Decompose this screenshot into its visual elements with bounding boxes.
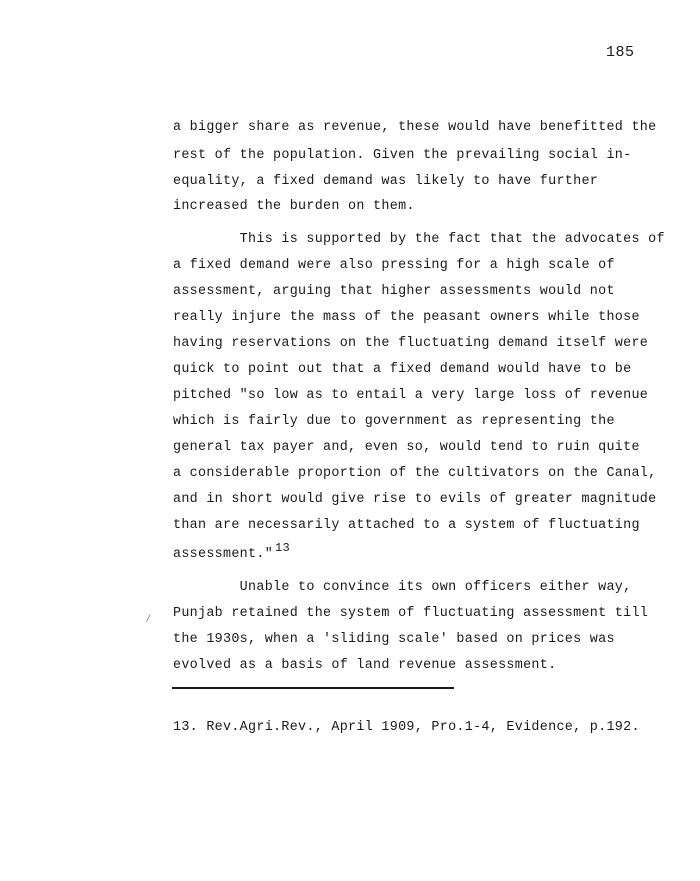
footnote: 13. Rev.Agri.Rev., April 1909, Pro.1-4, Evidence, p.192. (173, 720, 640, 735)
text-line: having reservations on the fluctuating demand itself were (173, 336, 649, 351)
text-line: Unable to convince its own officers either way, (173, 580, 632, 595)
text-line: This is supported by the fact that the advocates of (173, 232, 665, 247)
footnote-divider (172, 687, 454, 689)
text-line: really injure the mass of the peasant owners while those (173, 310, 640, 325)
margin-tick-mark: ⁄ (145, 614, 152, 626)
footnote-marker: 13 (275, 541, 291, 555)
text-line: and in short would give rise to evils of greater magnitude (173, 492, 657, 507)
text-line: evolved as a basis of land revenue assessment. (173, 658, 557, 673)
text-line: quick to point out that a fixed demand would have to be (173, 362, 632, 377)
text-line: general tax payer and, even so, would tend to ruin quite (173, 440, 640, 455)
text-line: a bigger share as revenue, these would have benefitted the (173, 120, 657, 135)
text-line: a considerable proportion of the cultivators on the Canal, (173, 466, 657, 481)
text-line: assessment, arguing that higher assessments would not (173, 284, 615, 299)
text-line: increased the burden on them. (173, 199, 415, 214)
page-number: 185 (606, 44, 635, 61)
text-line: than are necessarily attached to a system of fluctuating (173, 518, 640, 533)
text-line: rest of the population. Given the prevailing social in- (173, 148, 632, 163)
text-line-last (173, 541, 291, 562)
text-line: Punjab retained the system of fluctuating assessment till (173, 606, 649, 621)
text-line: which is fairly due to government as representing the (173, 414, 615, 429)
text-line: a fixed demand were also pressing for a high scale of (173, 258, 615, 273)
text-line: pitched "so low as to entail a very large loss of revenue (173, 388, 649, 403)
text-line: the 1930s, when a 'sliding scale' based on prices was (173, 632, 615, 647)
text-line: equality, a fixed demand was likely to have further (173, 174, 599, 189)
text-line-content: assessment." (173, 547, 274, 562)
